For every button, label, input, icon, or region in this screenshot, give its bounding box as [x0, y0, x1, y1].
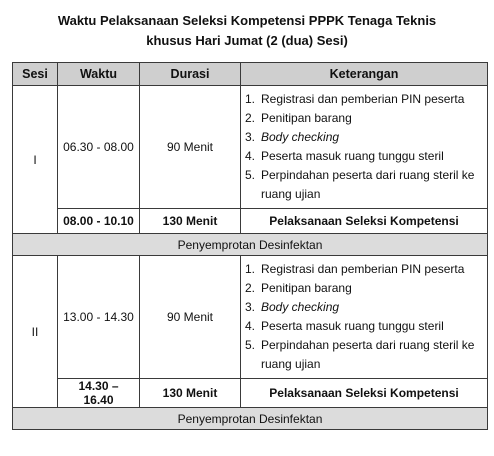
step-number: 4.: [245, 319, 256, 333]
exam-keterangan-cell: Pelaksanaan Seleksi Kompetensi: [241, 209, 488, 234]
step-number: 5.: [245, 168, 256, 182]
step-number: 1.: [245, 92, 256, 106]
step-list: [245, 86, 483, 208]
step-number: 1.: [245, 262, 256, 276]
list-item: [245, 109, 483, 128]
table-header-row: [13, 63, 488, 86]
step-text: Body checking: [261, 130, 340, 144]
document-title: [0, 11, 494, 51]
exam-keterangan-cell: Pelaksanaan Seleksi Kompetensi: [241, 379, 488, 408]
list-item: [245, 260, 483, 279]
durasi-cell: 90 Menit: [140, 86, 241, 209]
keterangan-cell: [241, 86, 488, 209]
header-keterangan: Keterangan: [241, 63, 488, 86]
keterangan-cell: [241, 256, 488, 379]
table-row: [13, 379, 488, 408]
step-number: 2.: [245, 111, 256, 125]
separator-cell: Penyemprotan Desinfektan: [13, 408, 488, 430]
step-text: Perpindahan peserta dari ruang steril ke ruang ujian: [261, 168, 475, 201]
step-text: Peserta masuk ruang tunggu steril: [261, 149, 444, 163]
exam-durasi-cell: 130 Menit: [140, 379, 241, 408]
step-number: 3.: [245, 130, 256, 144]
step-text: Penitipan barang: [261, 281, 352, 295]
step-number: 4.: [245, 149, 256, 163]
separator-row: [13, 408, 488, 430]
list-item: [245, 166, 483, 204]
table-row: [13, 256, 488, 379]
waktu-cell: 13.00 - 14.30: [58, 256, 140, 379]
step-text: Registrasi dan pemberian PIN peserta: [261, 262, 465, 276]
list-item: [245, 279, 483, 298]
step-text: Perpindahan peserta dari ruang steril ke ruang ujian: [261, 338, 475, 371]
step-number: 3.: [245, 300, 256, 314]
step-text: Penitipan barang: [261, 111, 352, 125]
table-row: [13, 86, 488, 209]
exam-durasi-cell: 130 Menit: [140, 209, 241, 234]
separator-cell: Penyemprotan Desinfektan: [13, 234, 488, 256]
step-text: Registrasi dan pemberian PIN peserta: [261, 92, 465, 106]
exam-waktu-cell: 08.00 - 10.10: [58, 209, 140, 234]
list-item: [245, 336, 483, 374]
durasi-cell: 90 Menit: [140, 256, 241, 379]
separator-row: [13, 234, 488, 256]
schedule-table: [12, 62, 488, 430]
header-durasi: Durasi: [140, 63, 241, 86]
waktu-cell: 06.30 - 08.00: [58, 86, 140, 209]
step-number: 2.: [245, 281, 256, 295]
exam-waktu-cell: 14.30 – 16.40: [58, 379, 140, 408]
header-waktu: Waktu: [58, 63, 140, 86]
list-item: [245, 298, 483, 317]
step-number: 5.: [245, 338, 256, 352]
sesi-cell: I: [13, 86, 58, 234]
title-line-1: Waktu Pelaksanaan Seleksi Kompetensi PPPK Tenaga Teknis: [57, 13, 437, 28]
table-row: [13, 209, 488, 234]
step-text: Peserta masuk ruang tunggu steril: [261, 319, 444, 333]
list-item: [245, 317, 483, 336]
list-item: [245, 147, 483, 166]
step-text: Body checking: [261, 300, 340, 314]
header-sesi: Sesi: [13, 63, 58, 86]
step-list: [245, 256, 483, 378]
title-line-2: khusus Hari Jumat (2 (dua) Sesi): [146, 33, 348, 48]
list-item: [245, 128, 483, 147]
sesi-cell: II: [13, 256, 58, 408]
list-item: [245, 90, 483, 109]
